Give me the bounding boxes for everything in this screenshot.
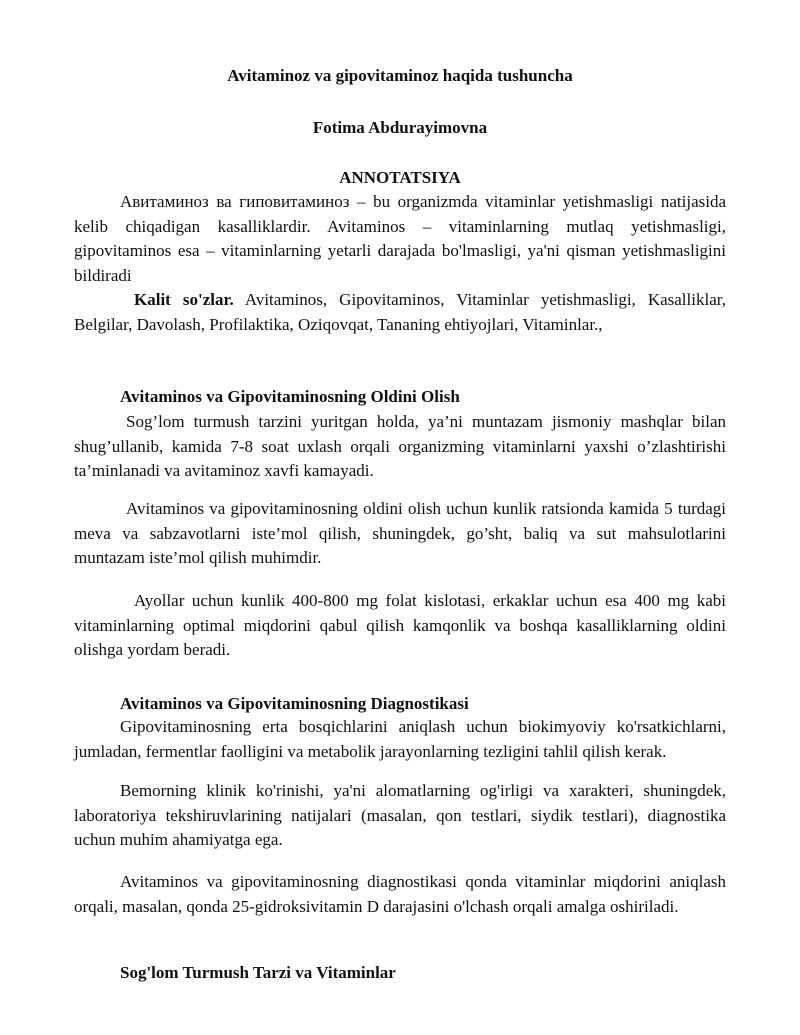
keywords-list: Avitaminos, Gipovitaminos, Vitaminlar yetishmasligi, Kasalliklar, Belgilar, Davolash, Profilaktika, Oziqovqat, Tananing ehtiyojlari, Vitaminlar.,: [74, 290, 726, 334]
section-heading-prevention: Avitaminos va Gipovitaminosning Oldini Olish: [120, 387, 460, 406]
section-heading-diagnostics: Avitaminos va Gipovitaminosning Diagnostikasi: [120, 694, 469, 713]
keywords-label: Kalit so'zlar.: [134, 290, 234, 309]
diagnostics-paragraph-1: Gipovitaminosning erta bosqichlarini aniqlash uchun biokimyoviy ko'rsatkichlarni, jumladan, fermentlar faolligini va metabolik jarayonlarning tezligini tahlil qilish kerak.: [74, 717, 726, 761]
prevention-paragraph-2: Avitaminos va gipovitaminosning oldini olish uchun kunlik ratsionda kamida 5 turdagi meva va sabzavotlarni iste’mol qilish, shuningdek, go’sht, baliq va sut mahsulotlarini muntazam iste’mol qilish muhimdir.: [74, 499, 726, 567]
annotation-heading: ANNOTATSIYA: [339, 168, 461, 187]
author-name: Fotima Abdurayimovna: [312, 118, 488, 137]
prevention-paragraph-1: Sog’lom turmush tarzini yuritgan holda, ya’ni muntazam jismoniy mashqlar bilan shug’ullanib, kamida 7-8 soat uxlash orqali organizming vitaminlarni yaxshi o’zlashtirishi ta’minlanadi va avitaminoz xavfi kamayadi.: [74, 412, 726, 480]
diagnostics-paragraph-2: Bemorning klinik ko'rinishi, ya'ni alomatlarning og'irligi va xarakteri, shuningdek, laboratoriya tekshiruvlarining natijalari (masalan, qon testlari, siydik testlari), diagnostika uchun muhim ahamiyatga ega.: [74, 781, 726, 849]
document-title: Avitaminoz va gipovitaminoz haqida tushuncha: [227, 66, 573, 85]
diagnostics-paragraph-3: Avitaminos va gipovitaminosning diagnostikasi qonda vitaminlar miqdorini aniqlash orqali, masalan, qonda 25-gidroksivitamin D darajasini o'lchash orqali amalga oshiriladi.: [74, 872, 726, 916]
section-heading-lifestyle: Sog'lom Turmush Tarzi va Vitaminlar: [120, 963, 396, 982]
prevention-paragraph-3: Ayollar uchun kunlik 400-800 mg folat kislotasi, erkaklar uchun esa 400 mg kabi vitaminlarning optimal miqdorini qabul qilish kamqonlik va boshqa kasalliklarning oldini olishga yordam beradi.: [74, 591, 726, 659]
annotation-text: Авитаминоз ва гиповитаминоз – bu organizmda vitaminlar yetishmasligi natijasida kelib chiqadigan kasalliklardir. Avitaminos – vitaminlarning mutlaq yetishmasligi, gipovitaminos esa – vitaminlarning yetarli darajada bo'lmasligi, ya'ni qisman yetishmasligini bildiradi: [74, 192, 726, 285]
keywords-paragraph: [74, 288, 726, 337]
